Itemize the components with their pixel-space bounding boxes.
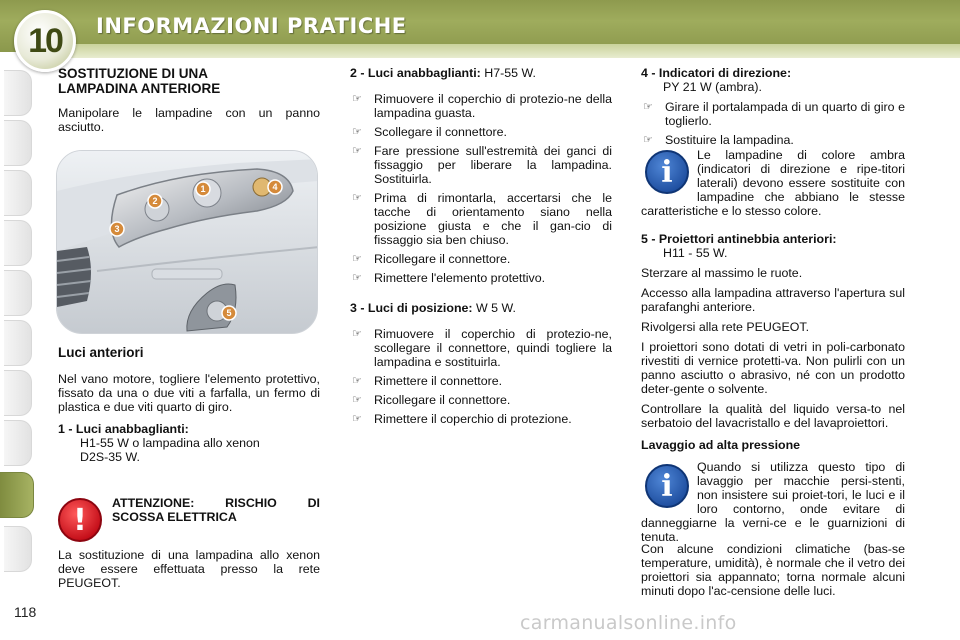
list-item: ☞ Rimettere il connettore. bbox=[352, 374, 503, 388]
figure-label-1: 1 bbox=[200, 184, 206, 194]
item-2-steps bbox=[350, 92, 612, 285]
item-3-heading bbox=[350, 301, 612, 315]
item-1-title: 1 - Luci anabbaglianti: bbox=[58, 422, 189, 436]
item-2-value: H7-55 W. bbox=[484, 66, 536, 80]
figure-label-5: 5 bbox=[226, 308, 232, 318]
pointing-hand-icon: ☞ bbox=[643, 134, 653, 146]
pointing-hand-icon: ☞ bbox=[352, 375, 362, 387]
chapter-tab[interactable] bbox=[4, 270, 32, 316]
figure-label-3: 3 bbox=[114, 224, 120, 234]
column-3 bbox=[641, 66, 905, 152]
item-5-title: 5 - Proiettori antinebbia anteriori: bbox=[641, 232, 837, 246]
column-2 bbox=[350, 66, 612, 431]
item-4-value: PY 21 W (ambra). bbox=[663, 80, 762, 94]
headlight-illustration bbox=[56, 150, 318, 334]
icon-spacer bbox=[641, 148, 697, 204]
list-item: ☞ Ricollegare il connettore. bbox=[352, 252, 511, 266]
item-1-line-2: D2S-35 W. bbox=[80, 450, 140, 464]
paragraph: Sterzare al massimo le ruote. bbox=[641, 266, 803, 280]
intro-text: Manipolare le lampadine con un panno asciutto. bbox=[58, 106, 320, 134]
pointing-hand-icon: ☞ bbox=[352, 93, 362, 105]
chapter-tab[interactable] bbox=[4, 70, 32, 116]
chapter-number-badge: 10 bbox=[14, 10, 76, 72]
page-title: INFORMAZIONI PRATICHE bbox=[96, 14, 407, 38]
info-icon: i bbox=[645, 464, 689, 508]
paragraph: Con alcune condizioni climatiche (bas-se temperature, umidità), è normale che il vetro dei proiettori sia appannato; torna normale alcuni minuti dopo l'ac-censione delle luci. bbox=[641, 542, 905, 598]
car-front-svg bbox=[57, 151, 318, 334]
list-item: ☞ Rimettere il coperchio di protezione. bbox=[352, 412, 572, 426]
item-3-title: 3 - Luci di posizione: bbox=[350, 301, 473, 315]
pointing-hand-icon: ☞ bbox=[352, 413, 362, 425]
list-item: ☞ Girare il portalampada di un quarto di giro e toglierlo. bbox=[643, 100, 905, 128]
item-3-steps bbox=[350, 327, 612, 426]
header-bar-underline bbox=[60, 44, 960, 58]
item-4-title: 4 - Indicatori di direzione: bbox=[641, 66, 792, 80]
warning-exclamation-icon: ! bbox=[58, 498, 102, 542]
paragraph: Rivolgersi alla rete PEUGEOT. bbox=[641, 320, 810, 334]
warning-title: ATTENZIONE: RISCHIO DI SCOSSA ELETTRICA bbox=[112, 496, 320, 524]
item-2-title: 2 - Luci anabbaglianti: bbox=[350, 66, 481, 80]
wash-heading: Lavaggio ad alta pressione bbox=[641, 438, 801, 452]
figure-label-2: 2 bbox=[152, 196, 158, 206]
list-item: ☞ Sostituire la lampadina. bbox=[643, 133, 794, 147]
item-3-value: W 5 W. bbox=[476, 301, 516, 315]
pointing-hand-icon: ☞ bbox=[352, 253, 362, 265]
figure-label-4: 4 bbox=[272, 182, 278, 192]
pointing-hand-icon: ☞ bbox=[352, 328, 362, 340]
pointing-hand-icon: ☞ bbox=[352, 126, 362, 138]
page-number: 118 bbox=[14, 604, 37, 620]
icon-spacer bbox=[641, 460, 697, 516]
chapter-tab[interactable] bbox=[4, 320, 32, 366]
watermark: carmanualsonline.info bbox=[520, 612, 737, 634]
item-4-steps bbox=[641, 100, 905, 147]
chapter-tab[interactable] bbox=[4, 220, 32, 266]
chapter-tab[interactable] bbox=[4, 370, 32, 416]
front-lights-heading: Luci anteriori bbox=[58, 345, 144, 360]
info-text-2: Quando si utilizza questo tipo di lavaggio per macchie persi-stenti, non insistere sui proiet-tori, le luci e il loro contorno, onde evitare di danneggiarne la verni-ce e le guarnizioni di tenuta. bbox=[641, 460, 905, 544]
list-item: ☞ Rimuovere il coperchio di protezio-ne della lampadina guasta. bbox=[352, 92, 612, 120]
pointing-hand-icon: ☞ bbox=[352, 145, 362, 157]
list-item: ☞ Fare pressione sull'estremità dei ganci di fissaggio per liberare la lampadina. Sostituirla. bbox=[352, 144, 612, 186]
chapter-tab-active[interactable] bbox=[0, 472, 34, 518]
chapter-tab[interactable] bbox=[4, 526, 32, 572]
pointing-hand-icon: ☞ bbox=[352, 272, 362, 284]
chapter-tab[interactable] bbox=[4, 170, 32, 216]
paragraph: Accesso alla lampadina attraverso l'apertura sul parafanghi anteriore. bbox=[641, 286, 905, 314]
chapter-tab-strip bbox=[0, 70, 36, 580]
chapter-tab[interactable] bbox=[4, 420, 32, 466]
chapter-tab[interactable] bbox=[4, 120, 32, 166]
item-2-heading bbox=[350, 66, 612, 80]
list-item: ☞ Ricollegare il connettore. bbox=[352, 393, 511, 407]
paragraph: I proiettori sono dotati di vetri in poli-carbonato rivestiti di vernice protetti-va. Non pulirli con un panno asciutto o abrasivo, né con un prodotto deter-gente o solvente. bbox=[641, 340, 905, 396]
pointing-hand-icon: ☞ bbox=[643, 101, 653, 113]
warning-text: La sostituzione di una lampadina allo xenon deve essere effettuata presso la rete PEUGEOT. bbox=[58, 548, 320, 590]
front-lights-text: Nel vano motore, togliere l'elemento protettivo, fissato da una o due viti a farfalla, un fermo di plastica e due viti quarto di giro. bbox=[58, 372, 320, 414]
list-item: ☞ Scollegare il connettore. bbox=[352, 125, 507, 139]
info-icon: i bbox=[645, 150, 689, 194]
section-title: SOSTITUZIONE DI UNA LAMPADINA ANTERIORE bbox=[58, 66, 221, 96]
list-item: ☞ Prima di rimontarla, accertarsi che le tacche di orientamento siano nella posizione giusta e che il gan-cio di fissaggio sia ben chiuso. bbox=[352, 191, 612, 247]
list-item: ☞ Rimettere l'elemento protettivo. bbox=[352, 271, 546, 285]
pointing-hand-icon: ☞ bbox=[352, 192, 362, 204]
list-item: ☞ Rimuovere il coperchio di protezio-ne, scollegare il connettore, quindi togliere la lampadina e sostituirla. bbox=[352, 327, 612, 369]
paragraph: Controllare la qualità del liquido versa-to nel serbatoio del lavacristallo e del lavaproiettori. bbox=[641, 402, 905, 430]
info-text-1: Le lampadine di colore ambra (indicatori di direzione e ripe-titori laterali) devono essere sostituite con lampadine che abbiano le stesse caratteristiche e lo stesso colore. bbox=[641, 148, 905, 218]
front-lights-section bbox=[58, 346, 320, 464]
column-3-lower bbox=[641, 232, 905, 452]
item-1-line-1: H1-55 W o lampadina allo xenon bbox=[80, 436, 260, 450]
column-1 bbox=[58, 66, 320, 134]
pointing-hand-icon: ☞ bbox=[352, 394, 362, 406]
item-5-value: H11 - 55 W. bbox=[663, 246, 728, 260]
